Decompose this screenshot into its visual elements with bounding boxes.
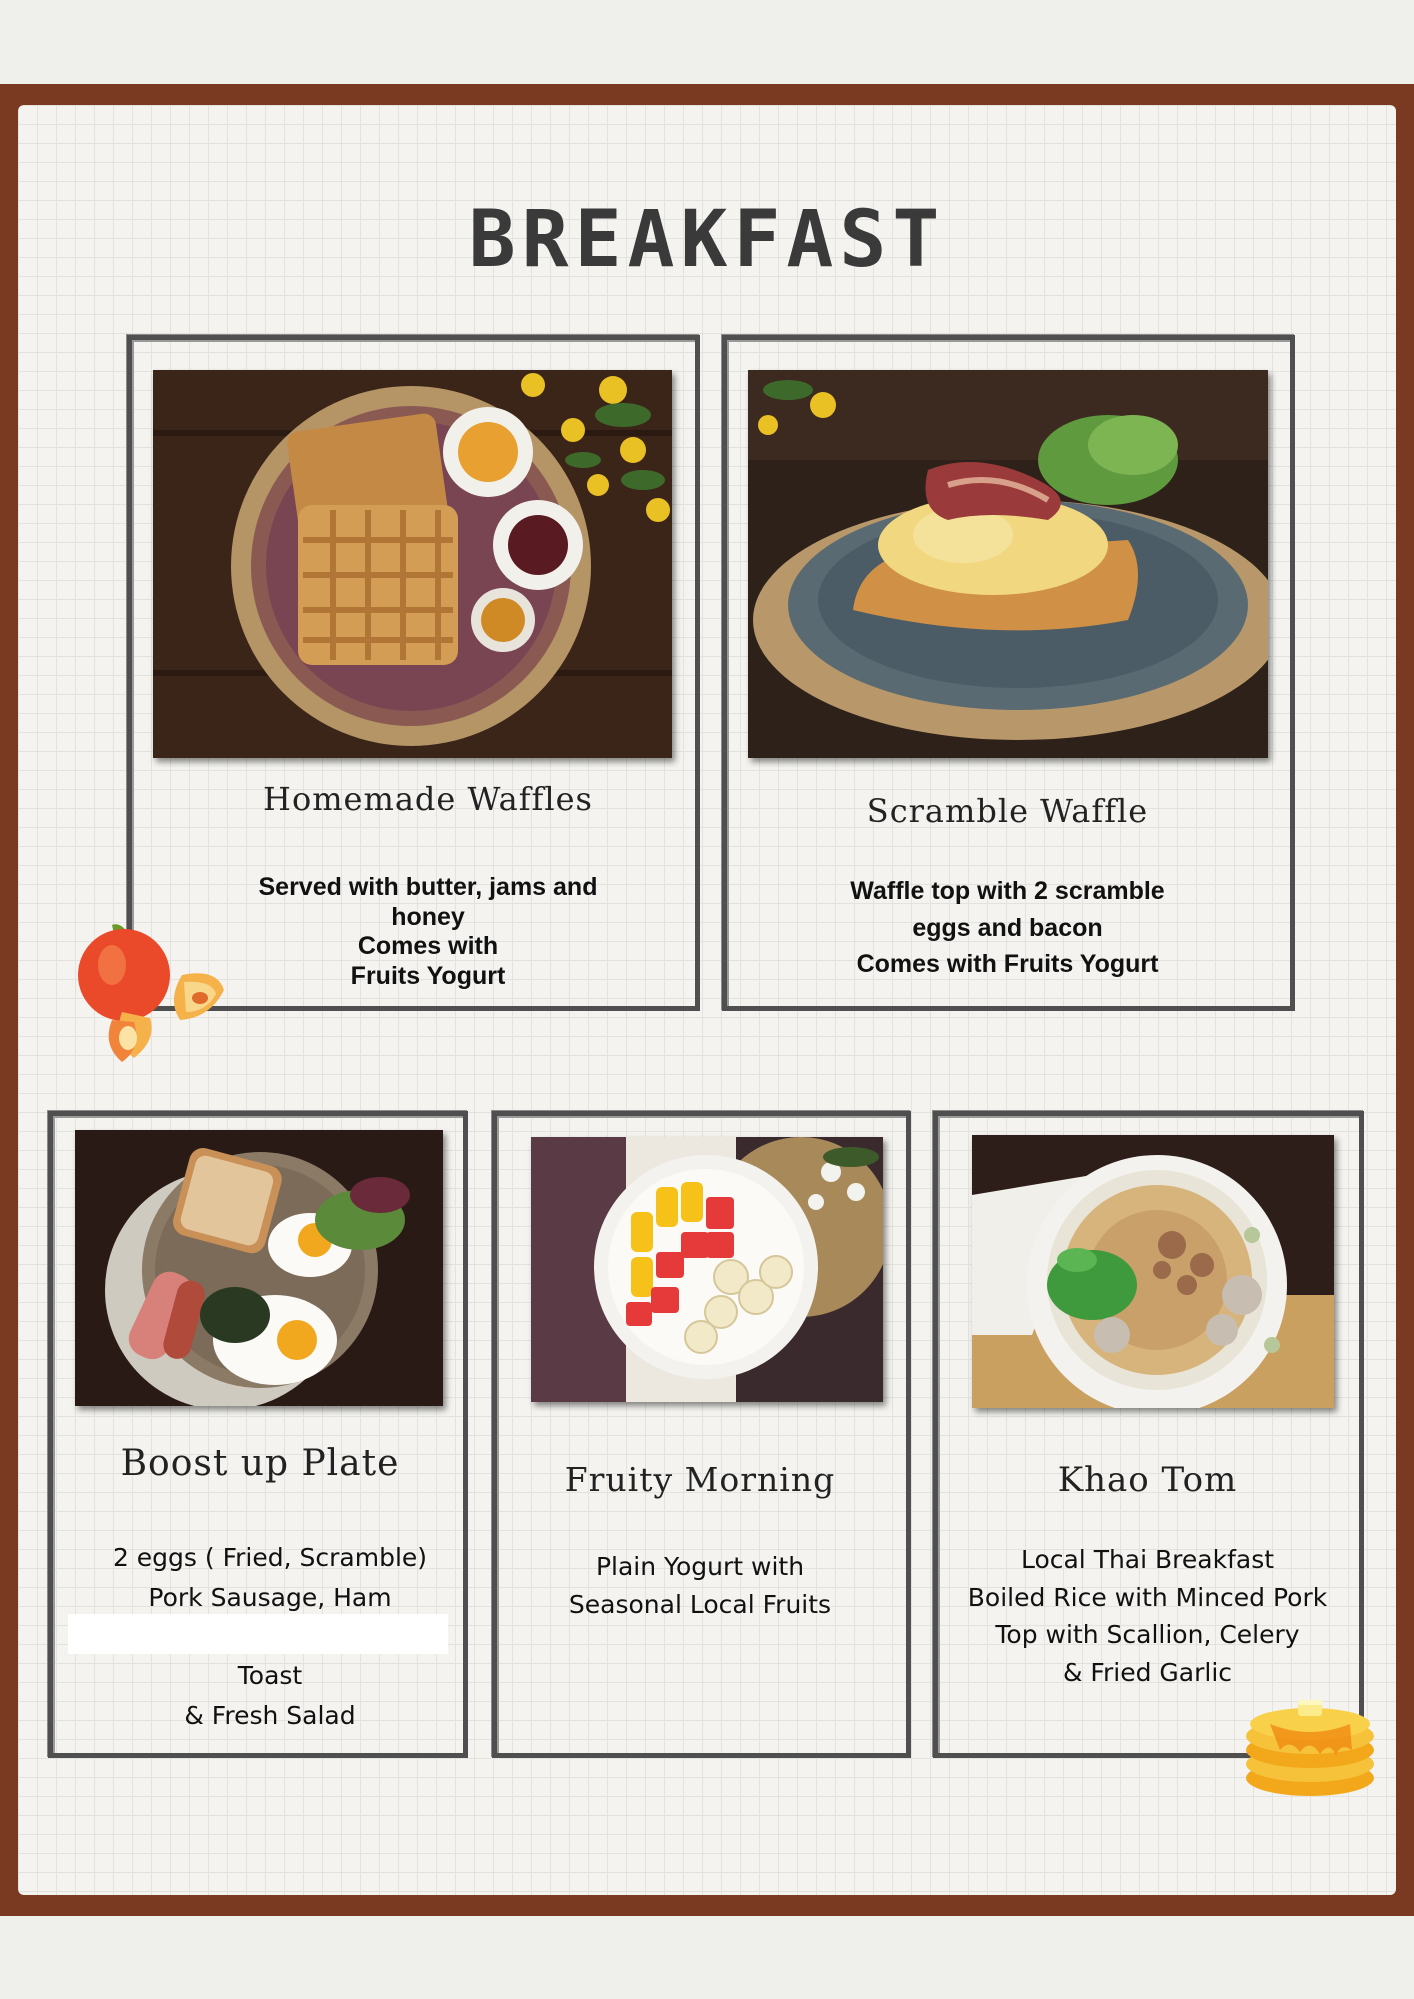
- item-name: Fruity Morning: [564, 1460, 836, 1499]
- scramble-waffle-photo: [748, 370, 1268, 758]
- fruit-yogurt-photo: [531, 1137, 883, 1402]
- item-description: [60, 1538, 480, 1618]
- item-name: Homemade Waffles: [263, 780, 593, 818]
- description-line: eggs and bacon: [912, 913, 1103, 942]
- description-line: 2 eggs ( Fried, Scramble): [112, 1543, 428, 1572]
- description-line: honey: [391, 902, 465, 931]
- item-description: [500, 1548, 900, 1623]
- description-line: Comes with: [357, 932, 499, 960]
- item-name: Boost up Plate: [120, 1443, 400, 1484]
- description-line: Pork Sausage, Ham: [148, 1583, 392, 1612]
- description-line: Comes with Fruits Yogurt: [856, 950, 1159, 978]
- description-line: Served with butter, jams and: [258, 873, 598, 901]
- description-line: Toast: [237, 1661, 303, 1690]
- peach-icon: [72, 920, 232, 1065]
- menu-title: BREAKFAST: [468, 195, 946, 285]
- item-description-continued: [60, 1656, 480, 1736]
- item-name: Khao Tom: [1057, 1460, 1238, 1500]
- item-description: [153, 873, 703, 991]
- item-description: [735, 873, 1280, 983]
- description-line: Seasonal Local Fruits: [568, 1589, 832, 1619]
- description-line: Boiled Rice with Minced Pork: [967, 1582, 1328, 1612]
- description-line: Top with Scallion, Celery: [995, 1620, 1300, 1649]
- description-line: Waffle top with 2 scramble: [850, 877, 1165, 905]
- description-line: Local Thai Breakfast: [1020, 1545, 1275, 1574]
- pancake-stack-icon: [1240, 1690, 1380, 1800]
- item-name: Scramble Waffle: [866, 792, 1149, 830]
- description-line: & Fresh Salad: [184, 1701, 356, 1730]
- description-line: Plain Yogurt with: [595, 1552, 805, 1581]
- item-description: [945, 1541, 1350, 1691]
- breakfast-plate-photo: [75, 1130, 443, 1406]
- rice-soup-photo: [972, 1135, 1334, 1408]
- blank-bar: [68, 1614, 448, 1654]
- description-line: & Fried Garlic: [1062, 1657, 1233, 1687]
- waffle-photo: [153, 370, 672, 758]
- description-line: Fruits Yogurt: [350, 961, 506, 990]
